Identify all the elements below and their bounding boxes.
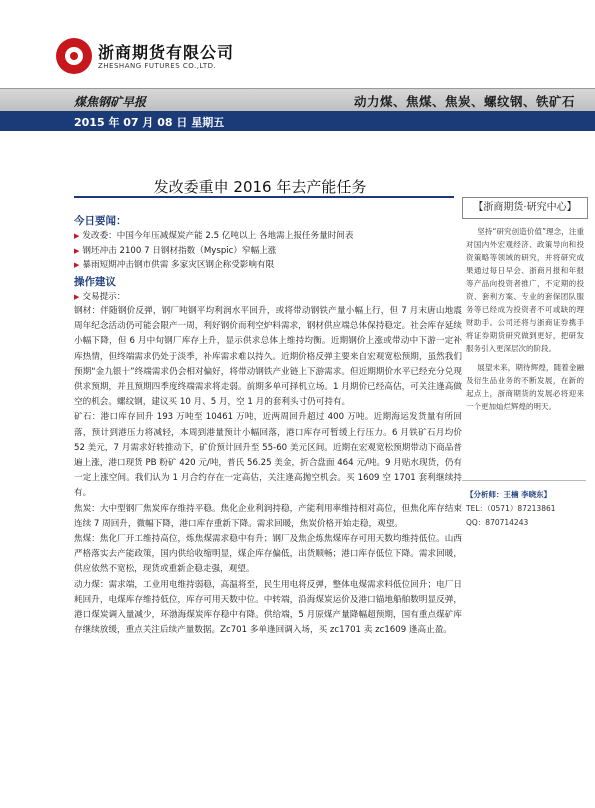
sidebar-paragraph: 坚持“研究创造价值”理念，注重对国内外宏观经济、政策导向和投资策略等领域的研究，并将研究成果通过每日早会、浙商月报和年报等产品向投资者推广，不定期的投资、套利方案、专业的套保团队服务等已经成为投资者不可或缺的理财助手。公司还将与浙商证券携手将证券期货研究做到更好，把研发服务引入更深层次的阶段。 [466, 227, 584, 353]
news-item: ▶ 暴雨短期冲击钢市供需 多家灾区钢企称受影响有限 [74, 260, 275, 270]
main-content [74, 212, 462, 808]
advice-heading: 操作建议 [74, 275, 116, 288]
commodity-list: 动力煤、焦煤、焦炭、螺纹钢、铁矿石 [353, 94, 575, 109]
bullet-icon: ▶ [74, 261, 80, 269]
bullet-icon: ▶ [74, 292, 80, 301]
report-header-band [0, 88, 595, 112]
sidebar-body [466, 225, 584, 419]
contact-qq: QQ：870714243 [466, 518, 529, 527]
advice-paragraph-coke: 焦炭：大中型钢厂焦炭库存维持平稳。焦化企业利润持稳，产能利用率维持相对高位，但焦化库存结束连续 7 周回升，微幅下降，港口库存重新下降。需求回暖，焦炭价格开始走稳，观望。 [74, 503, 462, 529]
advice-paragraph-ore: 矿石：港口库存回升 193 万吨至 10461 万吨，近两周回升超过 400 万吨。近期海运发货量有所回落，预计到港压力将减轻，本周到港量预计小幅回落，港口库存可暂缓上行压力。6 月铁矿石月均价 52 美元，7 月需求好转推动下，矿价预计回升至 55-60 美元区间。近期在宏观宽松预期带动下商品普遍上涨，港口现货 PB 粉矿 420 元/吨，普氏 56.25 美金，折合盘面 464 元/吨。9 月贴水现货，仍有一定上涨空间。我们认为 1 月合约存在一定高估，关注逢高抛空机会。买 1609 空 1701 套利继续持有。 [74, 412, 462, 499]
advice-paragraph-thermal-coal: 动力煤：需求端，工业用电维持弱稳，高温将至，民生用电将反弹，整体电煤需求料低位回升；电厂日耗回升，电煤库存维持低位，库存可用天数中位。中转端，沿海煤炭运价及港口锚地船舶数明显反弹，港口煤炭调入量减少，环渤海煤炭库存稳中有降。供给端，5 月原煤产量降幅超预期，国有重点煤矿库存继续放缓，重点关注后续产量数据。Zc701 多单逢回调入场，买 zc1701 卖 zc1609 逢高止盈。 [74, 579, 462, 636]
analyst-names: 【分析师：王楠 李晓东】 [466, 490, 552, 499]
company-logo-icon [56, 38, 92, 74]
bullet-icon: ▶ [74, 232, 80, 240]
news-heading: 今日要闻： [74, 215, 127, 227]
news-item: ▶ 钢坯冲击 2100 7 日钢材指数（Myspic）窄幅上涨 [74, 245, 277, 256]
advice-intro: ▶ 交易提示： [74, 291, 126, 302]
bullet-icon: ▶ [74, 246, 80, 255]
date-band [0, 111, 595, 131]
news-item: ▶ 发改委：中国今年压减煤炭产能 2.5 亿吨以上 各地需上报任务量时间表 [74, 231, 354, 241]
company-name-en: ZHESHANG FUTURES CO.,LTD. [98, 62, 217, 70]
report-date: 2015 年 07 月 08 日 星期五 [74, 116, 225, 129]
document-title: 发改委重申 2016 年去产能任务 [153, 178, 367, 196]
analyst-contact [466, 488, 586, 530]
contact-tel: TEL：（0571）87213861 [466, 504, 556, 513]
advice-paragraph-coking-coal: 焦煤：焦化厂开工维持高位，炼焦煤需求稳中有升；钢厂及焦企炼焦煤库存可用天数均维持低位。山西严格落实去产能政策，国内供给收缩明显，煤企库存偏低，出货顺畅；港口库存低位下降。需求回暖，供应依然不宽松，现货或重新企稳走强，观望。 [74, 534, 462, 575]
title-divider [74, 196, 454, 198]
sidebar-paragraph: 展望未来，期待辉煌，随着金融及衍生品业务的不断发展，在新的起点上，浙商期货的发展必将迎来一个更加灿烂辉煌的明天。 [466, 363, 584, 411]
sidebar-title: 【浙商期货·研究中心】 [462, 197, 588, 219]
advice-paragraph-steel: 钢材：伴随钢价反弹，钢厂吨钢平均利润水平回升，或将带动钢铁产量小幅上行，但 7 月末唐山地震周年纪念活动仍可能会限产一周，利好钢价而利空炉料需求，钢材供应端总体保持稳定。社会库存延续小幅下降，但 6 月中旬钢厂库存上升，显示供求总体上维持均衡。近期钢价上涨或带动中下游一定补库热情，但终端需求仍处于淡季，补库需求难以持久。近期价格反弹主要来自宏观宽松预期，虽然我们预期“金九银十”终端需求仍会相对偏好，将带动钢铁产业链上下游需求。但近期期价水平已经充分兑现供求预期，并且预期四季度终端需求将走弱。前期多单可择机立场。1 月期价已经高估，可关注逢高做空的机会。螺纹钢，建议买 10 月、5 月，空 1 月的套利头寸仍可持有。 [74, 306, 462, 408]
report-name: 煤焦钢矿早报 [74, 95, 147, 109]
company-logo [56, 38, 256, 78]
company-name-cn: 浙商期货有限公司 [98, 43, 235, 62]
